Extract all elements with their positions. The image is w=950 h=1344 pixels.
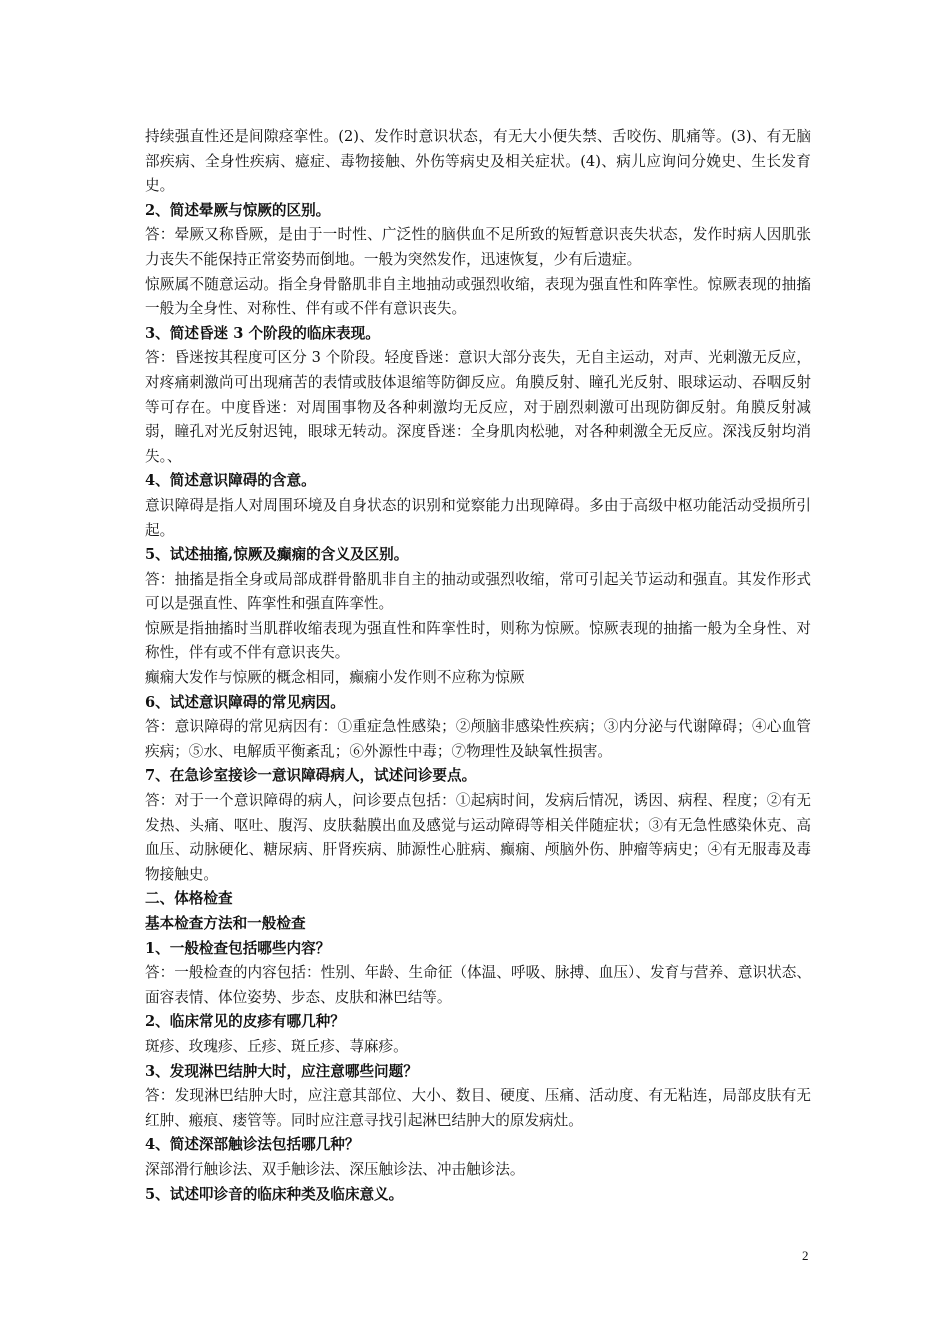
paragraph: 答：发现淋巴结肿大时，应注意其部位、大小、数目、硬度、压痛、活动度、有无粘连，局部皮肤有无红肿、瘢痕、瘘管等。同时应注意寻找引起淋巴结肿大的原发病灶。 [145,1087,811,1129]
page-number: 2 [802,1248,809,1263]
paragraph: 惊厥属不随意运动。指全身骨骼肌非自主地抽动或强烈收缩，表现为强直性和阵挛性。惊厥表现的抽搐一般为全身性、对称性、伴有或不伴有意识丧失。 [145,275,811,318]
section-heading: 二、体格检查 [145,890,233,908]
paragraph: 斑疹、玫瑰疹、丘疹、斑丘疹、荨麻疹。 [145,1037,408,1055]
paragraph: 癫痫大发作与惊厥的概念相同，癫痫小发作则不应称为惊厥 [145,669,525,687]
paragraph: 意识障碍是指人对周围环境及自身状态的识别和觉察能力出现障碍。多由于高级中枢功能活动受损所引起。 [145,496,811,539]
paragraph: 答：一般检查的内容包括：性别、年龄、生命征（体温、呼吸、脉搏、血压）、发育与营养、意识状态、面容表情、体位姿势、步态、皮肤和淋巴结等。 [145,964,811,1006]
section-heading: 基本检查方法和一般检查 [145,915,306,932]
paragraph: 答：晕厥又称昏厥，是由于一时性、广泛性的脑供血不足所致的短暂意识丧失状态，发作时病人因肌张力丧失不能保持正常姿势而倒地。一般为突然发作，迅速恢复，少有后遗症。 [145,226,811,268]
paragraph: 答：意识障碍的常见病因有：①重症急性感染；②颅脑非感染性疾病；③内分泌与代谢障碍；④心血管疾病；⑤水、电解质平衡紊乱；⑥外源性中毒；⑦物理性及缺氧性损害。 [145,718,811,760]
section-heading: 6、试述意识障碍的常见病因。 [145,693,345,711]
paragraph: 持续强直性还是间隙痉挛性。(2)、发作时意识状态，有无大小便失禁、舌咬伤、肌痛等。(3)、有无脑部疾病、全身性疾病、癔症、毒物接触、外伤等病史及相关症状。(4)、病儿应询问分娩史、生长发育史。 [145,128,811,195]
paragraph: 答：抽搐是指全身或局部成群骨骼肌非自主的抽动或强烈收缩，常可引起关节运动和强直。其发作形式可以是强直性、阵挛性和强直阵挛性。 [145,570,811,613]
section-heading: 5、试述抽搐,惊厥及癫痫的含义及区别。 [145,546,409,564]
section-heading: 5、试述叩诊音的临床种类及临床意义。 [145,1185,404,1203]
section-heading: 3、简述昏迷 3 个阶段的临床表现。 [145,324,380,342]
document-body [145,125,811,1207]
section-heading: 4、简述深部触诊法包括哪几种？ [145,1136,360,1154]
paragraph: 答：昏迷按其程度可区分 3 个阶段。轻度昏迷：意识大部分丧失，无自主运动，对声、光刺激无反应，对疼痛刺激尚可出现痛苦的表情或肢体退缩等防御反应。角膜反射、瞳孔光反射、眼球运动、吞咽反射等可存在。中度昏迷：对周围事物及各种刺激均无反应，对于剧烈刺激可出现防御反射。角膜反射减弱，瞳孔对光反射迟钝，眼球无转动。深度昏迷：全身肌肉松驰，对各种刺激全无反应。深浅反射均消失。、 [145,349,811,465]
paragraph: 深部滑行触诊法、双手触诊法、深压触诊法、冲击触诊法。 [145,1160,525,1178]
section-heading: 2、临床常见的皮疹有哪几种？ [145,1013,345,1031]
section-heading: 2、简述晕厥与惊厥的区别。 [145,201,331,219]
section-heading: 1、一般检查包括哪些内容？ [145,939,331,957]
section-heading: 3、发现淋巴结肿大时，应注意哪些问题？ [145,1062,418,1080]
paragraph: 惊厥是指抽搐时当肌群收缩表现为强直性和阵挛性时，则称为惊厥。惊厥表现的抽搐一般为全身性、对称性，伴有或不伴有意识丧失。 [145,619,811,662]
section-heading: 4、简述意识障碍的含意。 [145,472,316,490]
section-heading: 7、在急诊室接诊一意识障碍病人，试述问诊要点。 [145,767,477,785]
paragraph: 答：对于一个意识障碍的病人，问诊要点包括：①起病时间，发病后情况，诱因、病程、程度；②有无发热、头痛、呕吐、腹泻、皮肤黏膜出血及感觉与运动障碍等相关伴随症状；③有无急性感染休克、高血压、动脉硬化、糖尿病、肝肾疾病、肺源性心脏病、癫痫、颅脑外伤、肿瘤等病史；④有无服毒及毒物接触史。 [145,792,811,883]
